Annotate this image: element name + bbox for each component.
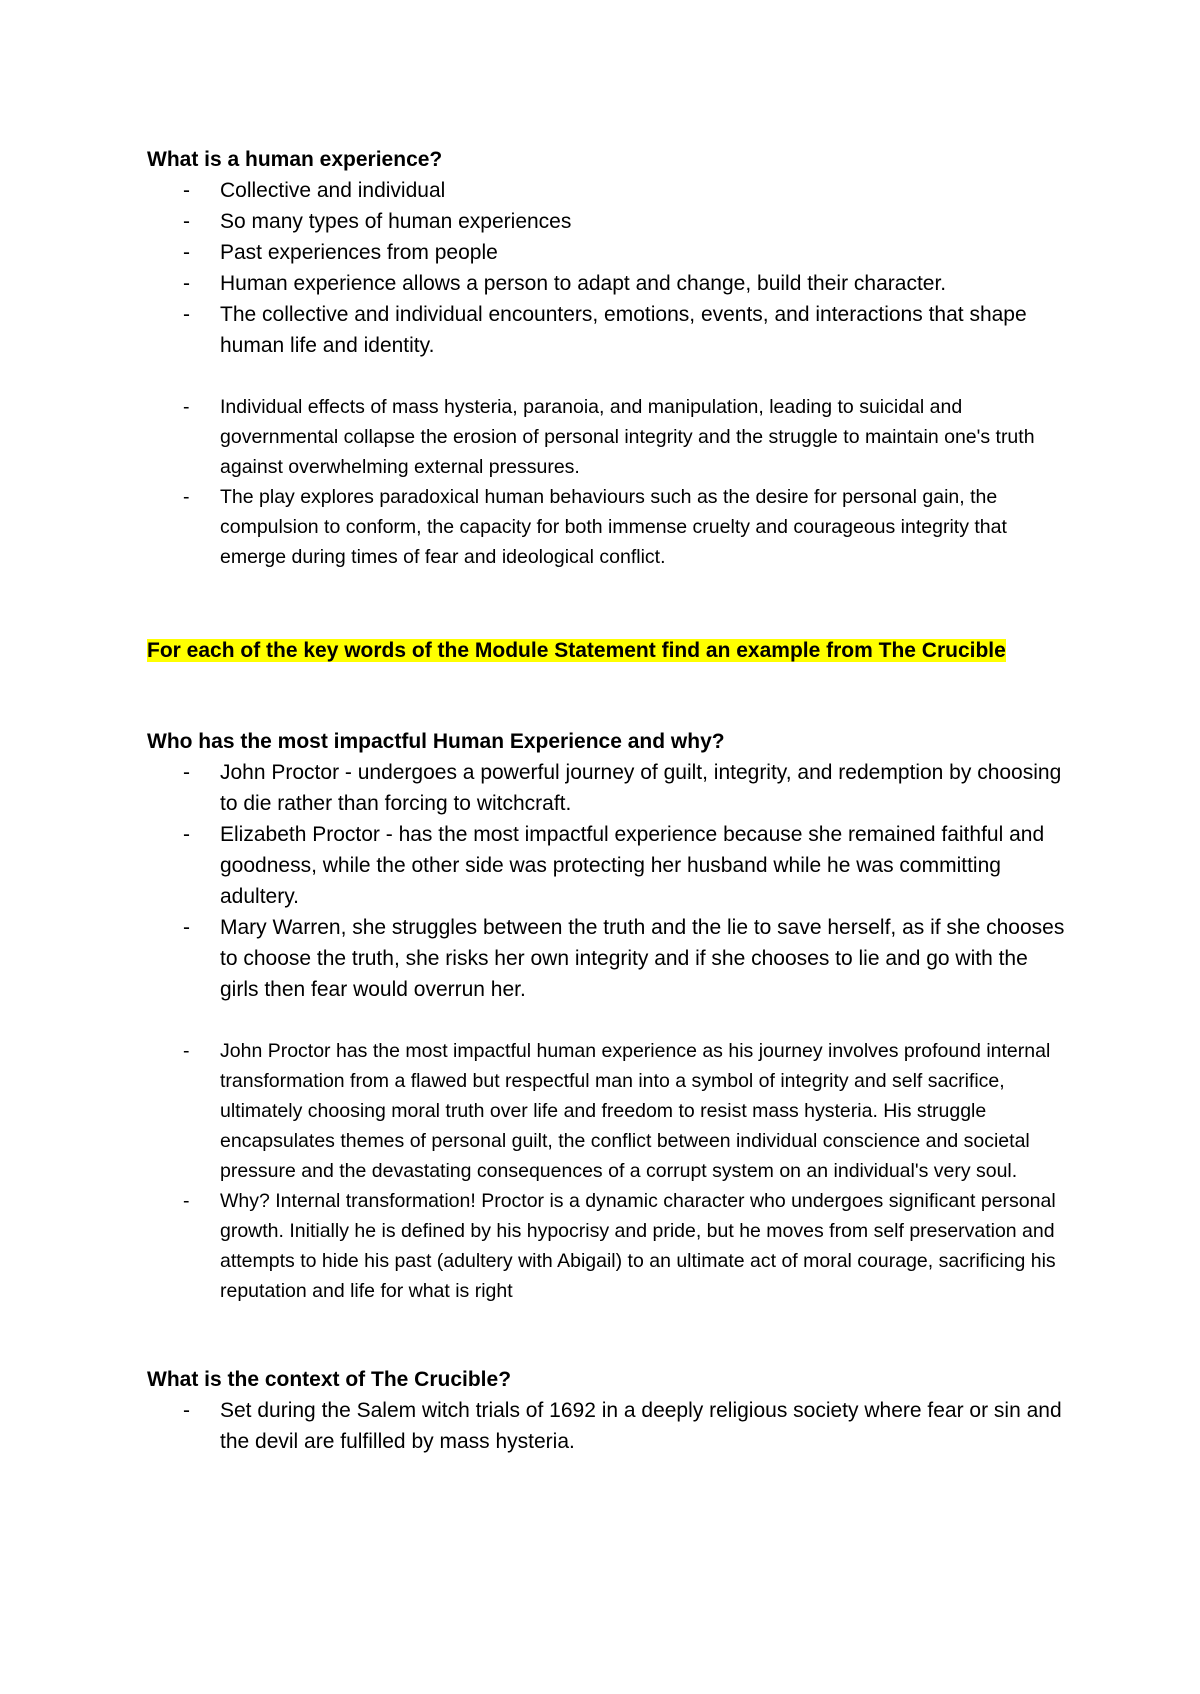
list-item-text: The collective and individual encounters, emotions, events, and interactions that shape human life and identity. xyxy=(220,303,1027,357)
list-item-text: The play explores paradoxical human behaviours such as the desire for personal gain, the compulsion to conform, the capacity for both immense cruelty and courageous integrity that emerge during times of fear and ideological conflict. xyxy=(220,486,1007,568)
impactful-characters-list xyxy=(147,757,1067,1005)
list-item xyxy=(147,392,1067,482)
list-item xyxy=(147,1395,1067,1457)
spacer xyxy=(147,1005,1067,1036)
list-item xyxy=(147,482,1067,572)
list-item-text: So many types of human experiences xyxy=(220,210,572,233)
dash-bullet: - xyxy=(183,486,190,508)
list-item-text: Collective and individual xyxy=(220,179,446,202)
list-item xyxy=(147,819,1067,912)
section-heading-human-experience: What is a human experience? xyxy=(147,148,443,171)
list-item xyxy=(147,268,1067,299)
spacer xyxy=(147,572,1067,635)
list-item xyxy=(147,1186,1067,1306)
dash-bullet: - xyxy=(183,1040,190,1062)
dash-bullet: - xyxy=(183,272,190,295)
list-item-text: Elizabeth Proctor - has the most impactful experience because she remained faithful and goodness, while the other side was protecting her husband while he was committing adultery. xyxy=(220,823,1045,908)
dash-bullet: - xyxy=(183,1399,190,1422)
document-content xyxy=(147,144,1067,1457)
list-item xyxy=(147,175,1067,206)
list-item xyxy=(147,237,1067,268)
dash-bullet: - xyxy=(183,1190,190,1212)
list-item-text: Human experience allows a person to adapt and change, build their character. xyxy=(220,272,947,295)
dash-bullet: - xyxy=(183,179,190,202)
list-item-text: Individual effects of mass hysteria, paranoia, and manipulation, leading to suicidal and governmental collapse the erosion of personal integrity and the struggle to maintain one's truth against overwhelming external pressures. xyxy=(220,396,1035,478)
list-item xyxy=(147,299,1067,361)
context-list xyxy=(147,1395,1067,1457)
list-item xyxy=(147,912,1067,1005)
dash-bullet: - xyxy=(183,241,190,264)
list-item-text: John Proctor has the most impactful human experience as his journey involves profound internal transformation from a flawed but respectful man into a symbol of integrity and self sacrifice, ultimately choosing moral truth over life and freedom to resist mass hysteria. His struggle encapsulates themes of personal guilt, the conflict between individual conscience and societal pressure and the devastating consequences of a corrupt system on an individual's very soul. xyxy=(220,1040,1051,1182)
impactful-analysis-list xyxy=(147,1036,1067,1306)
highlighted-instruction-text: For each of the key words of the Module Statement find an example from The Crucible xyxy=(147,639,1006,662)
dash-bullet: - xyxy=(183,761,190,784)
list-item-text: Set during the Salem witch trials of 1692 in a deeply religious society where fear or sin and the devil are fulfilled by mass hysteria. xyxy=(220,1399,1062,1453)
dash-bullet: - xyxy=(183,916,190,939)
human-experience-list xyxy=(147,175,1067,361)
list-item-text: John Proctor - undergoes a powerful journey of guilt, integrity, and redemption by choosing to die rather than forcing to witchcraft. xyxy=(220,761,1062,815)
spacer xyxy=(147,1306,1067,1364)
dash-bullet: - xyxy=(183,396,190,418)
highlighted-instruction xyxy=(147,635,1067,666)
dash-bullet: - xyxy=(183,823,190,846)
section-heading-context: What is the context of The Crucible? xyxy=(147,1368,512,1391)
section-heading-most-impactful: Who has the most impactful Human Experience and why? xyxy=(147,730,725,753)
dash-bullet: - xyxy=(183,210,190,233)
list-item-text: Past experiences from people xyxy=(220,241,498,264)
list-item xyxy=(147,206,1067,237)
spacer xyxy=(147,361,1067,392)
list-item xyxy=(147,757,1067,819)
list-item xyxy=(147,1036,1067,1186)
human-experience-detail-list xyxy=(147,392,1067,572)
spacer xyxy=(147,666,1067,726)
list-item-text: Why? Internal transformation! Proctor is a dynamic character who undergoes significant personal growth. Initially he is defined by his hypocrisy and pride, but he moves from self preservation and attempts to hide his past (adultery with Abigail) to an ultimate act of moral courage, sacrificing his reputation and life for what is right xyxy=(220,1190,1056,1302)
list-item-text: Mary Warren, she struggles between the truth and the lie to save herself, as if she chooses to choose the truth, she risks her own integrity and if she chooses to lie and go with the girls then fear would overrun her. xyxy=(220,916,1065,1001)
dash-bullet: - xyxy=(183,303,190,326)
